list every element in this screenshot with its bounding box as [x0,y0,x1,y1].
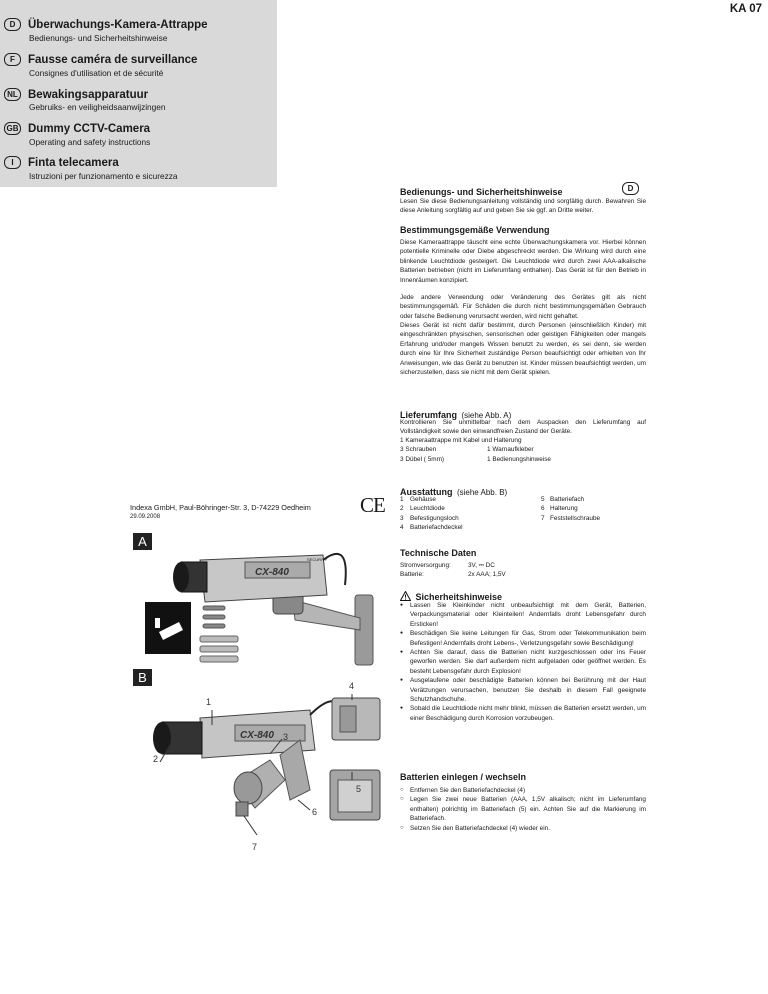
battery-step: ○ Legen Sie zwei neue Batterien (AAA, 1,5V alkalisch; nicht im Lieferumfang enthalten) polrichtig im Batteriefach (5) ein. Achten Sie auf die Markierung im Batteriefach. [400,795,646,823]
right-header-title: Bedienungs- und Sicherheitshinweise [400,187,563,197]
scope-row: 3 Schrauben 1 Warnaufkleber [400,446,534,454]
figure-b-camera-text: CX-840 [240,730,274,741]
lang-subtitle-fr: Consignes d'utilisation et de sécurité [29,68,164,78]
model-number: KA 07 [729,3,762,15]
scope-row: 3 Dübel ( 5mm) 1 Bedienungshinweise [400,455,551,463]
callout-7: 7 [252,842,258,852]
lang-subtitle-nl: Gebruiks- en veiligheidsaanwijzingen [29,102,166,112]
lang-code-fr: F [4,53,21,66]
battery-step: ○ Setzen Sie den Batteriefachdeckel (4) wieder ein. [400,824,646,833]
scope-ref: (siehe Abb. A) [461,411,512,420]
battery-title: Batterien einlegen / wechseln [400,772,527,782]
equip-row: 2 Leuchtdiode 6 Halterung [400,505,578,513]
safety-item: ● Beschädigen Sie keine Leitungen für Gas, Strom oder Telekommunikation beim Befestigen! Andernfalls droht Lebens-, Verletzungsgefahr sowie Beschädigung! [400,629,646,648]
safety-item: ● Lassen Sie Kleinkinder nicht unbeaufsichtigt mit dem Gerät, Batterien, Verpackungsmaterial oder Kleinteilen! Andernfalls droht Lebensgefahr durch Ersticken! [400,601,646,629]
lang-code-nl: NL [4,88,21,101]
equip-row: 1 Gehäuse 5 Batteriefach [400,496,585,503]
lang-title-gb: GB Dummy CCTV-Camera [4,120,150,138]
scope-title: Lieferumfang [400,410,458,420]
language-panel [0,0,762,187]
equip-ref: (siehe Abb. B) [456,488,508,497]
safety-item: ● Achten Sie darauf, dass die Batterien nicht kurzgeschlossen oder ins Feuer geworfen werden. Sie darf außerdem nicht aufgeladen oder geöffnet werden. Es besteht Lebensgefahr durch Explosion! [400,648,646,676]
equip-row: 4 Batteriefachdeckel [400,524,463,532]
right-header-code: D [622,182,639,195]
callout-6: 6 [312,807,318,817]
callout-4: 4 [349,681,355,691]
lang-title-de: D Überwachungs-Kamera-Attrappe [4,16,208,34]
safety-item: ● Ausgelaufene oder beschädigte Batterien können bei Berührung mit der Haut Verätzungen verursachen, benutzen Sie deshalb in diesem Fall geeignete Schutzhandschuhe. [400,676,646,704]
use-text-3: Dieses Gerät ist nicht dafür bestimmt, durch Personen (einschließlich Kinder) mit eingeschränkten physischen, sensorischen oder geistigen Fähigkeiten oder mangels Erfahrung und/oder mangels Wissen benutzt zu werden, es sei denn, sie werden durch eine für Ihre Sicherheit zuständige Person beaufsichtigt oder erhielten von Ihr Anweisungen, wie das Gerät zu benutzen ist. Kinder müssen beaufsichtigt werden, um sicherzustellen, dass sie nicht mit dem Gerät spielen. [400,322,646,377]
tech-table [400,562,646,581]
figure-b-label: B [133,669,152,686]
print-date: 29.09.2008 [130,514,161,520]
lang-title-fr: F Fausse caméra de surveillance [4,51,197,69]
lang-title-nl: NL Bewakingsapparatuur [4,86,148,104]
scope-row: 1 Kameraattrappe mit Kabel und Halterung [400,437,522,444]
lang-code-it: I [4,156,21,169]
callout-2: 2 [153,754,159,764]
lang-title-it: I Finta telecamera [4,154,119,172]
company-address: Indexa GmbH, Paul-Böhringer-Str. 3, D-74229 Oedheim [130,503,311,512]
scope-list [400,437,646,465]
safety-item: ● Sobald die Leuchtdiode nicht mehr blinkt, müssen die Batterien ersetzt werden, um einer Beschädigung durch Korrosion vorzubeugen. [400,704,646,723]
battery-list [400,786,646,833]
callout-1: 1 [206,697,212,707]
use-text-2: Jede andere Verwendung oder Veränderung des Gerätes gilt als nicht bestimmungsgemäß. Für Schäden die durch nicht bestimmungsgemäßen Gebrauch oder falsche Bedienung verursacht werden, wird nicht gehaftet. [400,294,646,320]
use-text: Diese Kameraattrappe täuscht eine echte Überwachungskamera vor. Hierbei können potentielle Kriminelle oder Diebe abgeschreckt werden. Die Wirkung wird durch eine blinkende Leuchtdiode gesteigert. Die Leuchtdiode wird durch zwei AAA-alkalische Batterien betrieben (nicht im Lieferumfang enthalten). Das Gerät ist für den Betrieb in Innenräumen konzipiert. [400,239,646,284]
intro-text: Lesen Sie diese Bedienungsanleitung vollständig und sorgfältig durch. Bewahren Sie diese Anleitung sorgfältig auf und geben Sie sie ggf. an Dritte weiter. [400,198,646,215]
safety-list [400,601,646,723]
lang-code-de: D [4,18,21,31]
tech-row: Stromversorgung: 3V, ⎓ DC [400,562,495,569]
figure-a-illustration [145,540,390,680]
figure-b-illustration [140,690,390,860]
right-header [400,182,646,196]
figure-a-small-text: SECURITY [307,557,328,562]
tech-row: Batterie: 2x AAA; 1,5V [400,571,506,579]
callout-5: 5 [356,784,362,794]
scope-text: Kontrollieren Sie unmittelbar nach dem Auspacken den Lieferumfang auf Vollständigkeit sowie den einwandfreien Zustand der Geräte. [400,419,646,436]
ce-mark: CE [360,493,385,517]
equip-title: Ausstattung [400,487,453,497]
tech-title: Technische Daten [400,548,477,558]
battery-step: ○ Entfernen Sie den Batteriefachdeckel (4) [400,786,646,795]
figure-a-camera-text: CX-840 [255,567,289,578]
lang-subtitle-de: Bedienungs- und Sicherheitshinweise [29,33,168,43]
figure-a-label: A [133,533,152,550]
equip-list [400,496,646,534]
use-title: Bestimmungsgemäße Verwendung [400,225,550,235]
lang-subtitle-it: Istruzioni per funzionamento e sicurezza [29,171,178,181]
lang-subtitle-gb: Operating and safety instructions [29,137,151,147]
lang-code-gb: GB [4,122,21,135]
equip-row: 3 Befestigungsloch 7 Feststellschraube [400,514,601,522]
safety-title: Sicherheitshinweise [415,592,502,602]
callout-3: 3 [283,732,289,742]
warning-icon [400,591,411,601]
